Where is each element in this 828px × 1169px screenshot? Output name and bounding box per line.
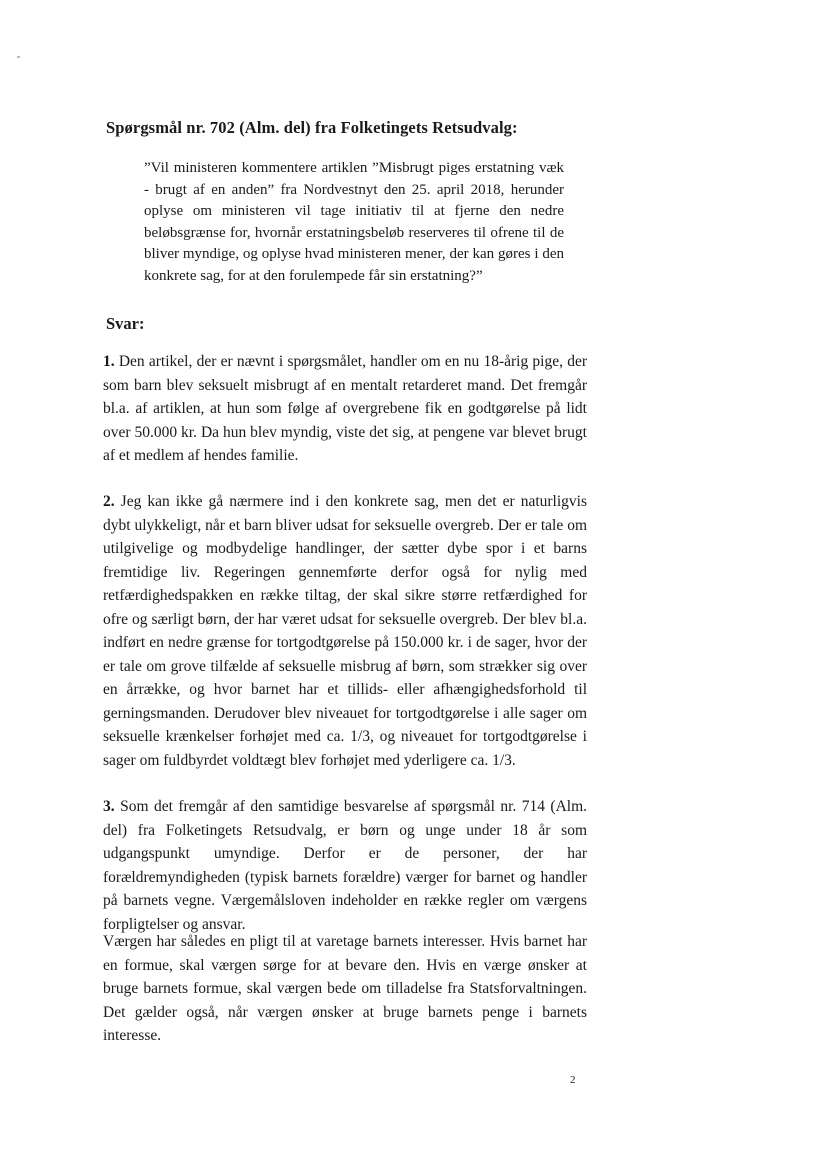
paragraph-text: Værgen har således en pligt til at varetage barnets interesser. Hvis barnet har en formue, skal værgen sørge for at bevare den. Hvis en værge ønsker at bruge barnets formue, skal værgen bede om tilladelse fra Statsforvaltningen. Det gælder også, når værgen ønsker at bruge barnets penge i barnets interesse. xyxy=(103,933,587,1044)
scan-speck xyxy=(17,56,20,58)
answer-paragraph-1 xyxy=(103,350,587,468)
paragraph-number: 3. xyxy=(103,798,115,815)
answer-heading: Svar: xyxy=(106,314,145,333)
question-heading: Spørgsmål nr. 702 (Alm. del) fra Folketingets Retsudvalg: xyxy=(106,118,518,137)
paragraph-text: Den artikel, der er nævnt i spørgsmålet, handler om en nu 18-årig pige, der som barn blev seksuelt misbrugt af en mentalt retarderet mand. Det fremgår bl.a. af artiklen, at hun som følge af overgrebene fik en godtgørelse på lidt over 50.000 kr. Da hun blev myndig, viste det sig, at pengene var blevet brugt af et medlem af hendes familie. xyxy=(103,353,587,464)
paragraph-text: Jeg kan ikke gå nærmere ind i den konkrete sag, men det er naturligvis dybt ulykkeligt, når et barn bliver udsat for seksuelle overgreb. Der er tale om utilgivelige og modbydelige handlinger, der sætter dybe spor i et barns fremtidige liv. Regeringen gennemførte derfor også for nylig med retfærdighedspakken en række tiltag, der skal sikre større retfærdighed for ofre og særligt børn, der har været udsat for seksuelle overgreb. Der blev bl.a. indført en nedre grænse for tortgodtgørelse på 150.000 kr. i de sager, hvor der er tale om grove tilfælde af seksuelle misbrug af børn, som strækker sig over en årrække, og hvor barnet har et tillids- eller afhængighedsforhold til gerningsmanden. Derudover blev niveauet for tortgodtgørelse i alle sager om seksuelle krænkelser forhøjet med ca. 1/3, og niveauet for tortgodtgørelse i sager om fuldbyrdet voldtægt blev forhøjet med yderligere ca. 1/3. xyxy=(103,493,587,769)
answer-paragraph-4 xyxy=(103,930,587,1048)
page-number: 2 xyxy=(570,1074,576,1086)
paragraph-text: Som det fremgår af den samtidige besvarelse af spørgsmål nr. 714 (Alm. del) fra Folketingets Retsudvalg, er børn og unge under 18 år som udgangspunkt umyndige. Derfor er de personer, der har forældremyndigheden (typisk barnets forældre) værger for barnet og handler på barnets vegne. Værgemålsloven indeholder en række regler om værgens forpligtelser og ansvar. xyxy=(103,798,588,933)
answer-paragraph-3 xyxy=(103,795,587,936)
answer-paragraph-2 xyxy=(103,490,587,772)
question-quote: ”Vil ministeren kommentere artiklen ”Misbrugt piges erstatning væk - brugt af en anden” fra Nordvestnyt den 25. april 2018, herunder oplyse om ministeren vil tage initiativ til at fjerne den nedre beløbsgrænse for, hvornår erstatningsbeløb reserveres til ofrene til de bliver myndige, og oplyse hvad ministeren mener, der kan gøres i den konkrete sag, for at den forulempede får sin erstatning?” xyxy=(144,160,564,284)
paragraph-number: 1. xyxy=(103,353,115,370)
paragraph-number: 2. xyxy=(103,493,115,510)
